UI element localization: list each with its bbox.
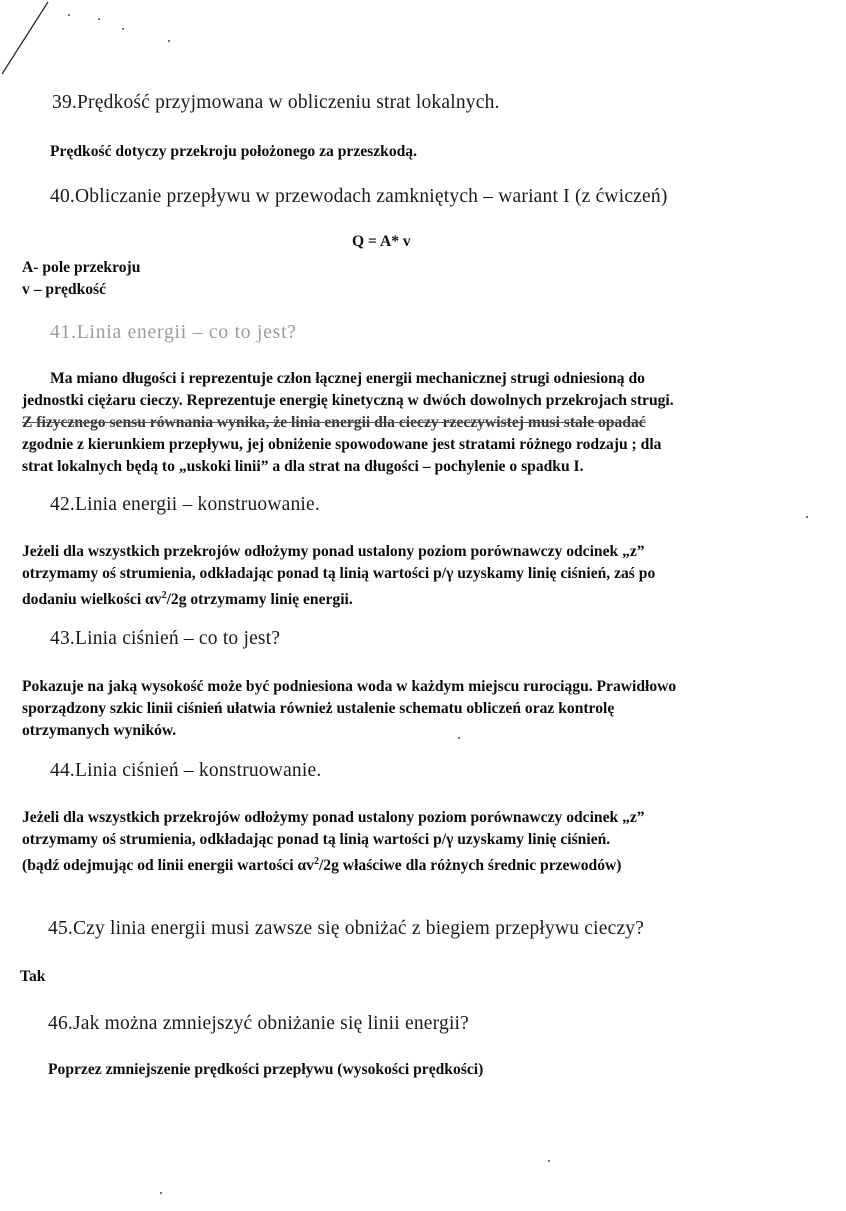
answer-43-line-3: otrzymanych wyników. <box>22 722 177 739</box>
question-43: 43.Linia ciśnień – co to jest? <box>50 628 281 649</box>
answer-43-line-1: Pokazuje na jaką wysokość może być podniesiona woda w każdym miejscu rurociągu. Prawidłowo <box>22 678 677 695</box>
question-39: 39.Prędkość przyjmowana w obliczeniu strat lokalnych. <box>52 92 500 113</box>
answer-46: Poprzez zmniejszenie prędkości przepływu (wysokości prędkości) <box>48 1061 484 1078</box>
scan-speck <box>68 14 70 16</box>
answer-44-line-3: (bądź odejmując od linii energii wartości $\alpha v^2/2g$ właściwe dla różnych średnic przewodów) <box>22 856 622 875</box>
scan-speck <box>458 737 460 739</box>
flow-formula: Q = A* v <box>352 233 411 250</box>
answer-41-line-1: Ma miano długości i reprezentuje człon łącznej energii mechanicznej strugi odniesioną do <box>50 370 645 387</box>
question-44: 44.Linia ciśnień – konstruowanie. <box>50 760 322 781</box>
answer-42-line-2: otrzymamy oś strumienia, odkładając ponad tą linią wartości p/γ uzyskamy linię ciśnień, zaś po <box>22 565 656 582</box>
answer-41-line-4: zgodnie z kierunkiem przepływu, jej obniżenie spowodowane jest stratami różnego rodzaju ; dla <box>22 436 662 453</box>
answer-41-line-5: strat lokalnych będą to „uskoki linii” a dla strat na długości – pochylenie o spadku I. <box>22 458 584 475</box>
legend-velocity: v – prędkość <box>22 281 107 298</box>
question-42: 42.Linia energii – konstruowanie. <box>50 494 320 515</box>
question-45: 45.Czy linia energii musi zawsze się obniżać z biegiem przepływu cieczy? <box>48 918 645 939</box>
pen-stroke-mark <box>0 0 60 80</box>
scan-speck <box>548 1160 550 1162</box>
answer-44-line-1: Jeżeli dla wszystkich przekrojów odłożymy ponad ustalony poziom porównawczy odcinek „z” <box>22 809 645 826</box>
scan-speck <box>160 1192 162 1194</box>
scan-speck <box>168 40 170 42</box>
question-41: 41.Linia energii – co to jest? <box>50 322 297 343</box>
answer-41-line-2: jednostki ciężaru cieczy. Reprezentuje energię kinetyczną w dwóch dowolnych przekrojach strugi. <box>22 392 674 409</box>
question-40: 40.Obliczanie przepływu w przewodach zamkniętych – wariant I (z ćwiczeń) <box>50 186 668 207</box>
legend-area: A- pole przekroju <box>22 259 141 276</box>
question-46: 46.Jak można zmniejszyć obniżanie się linii energii? <box>48 1013 470 1034</box>
scan-speck <box>806 516 808 518</box>
scan-speck <box>122 28 124 30</box>
answer-44-line-2: otrzymamy oś strumienia, odkładając ponad tą linią wartości p/γ uzyskamy linię ciśnień. <box>22 831 611 848</box>
answer-41-line-3: Z fizycznego sensu równania wynika, że linia energii dla cieczy rzeczywistej musi stale opadać <box>22 414 646 431</box>
answer-45: Tak <box>20 968 46 985</box>
answer-42-line-1: Jeżeli dla wszystkich przekrojów odłożymy ponad ustalony poziom porównawczy odcinek „z” <box>22 543 645 560</box>
scan-speck <box>98 18 100 20</box>
answer-39: Prędkość dotyczy przekroju położonego za przeszkodą. <box>50 143 417 160</box>
answer-43-line-2: sporządzony szkic linii ciśnień ułatwia również ustalenie schematu obliczeń oraz kontrolę <box>22 700 615 717</box>
answer-42-line-3: dodaniu wielkości $\alpha v^2/2g$ otrzymamy linię energii. <box>22 590 353 609</box>
